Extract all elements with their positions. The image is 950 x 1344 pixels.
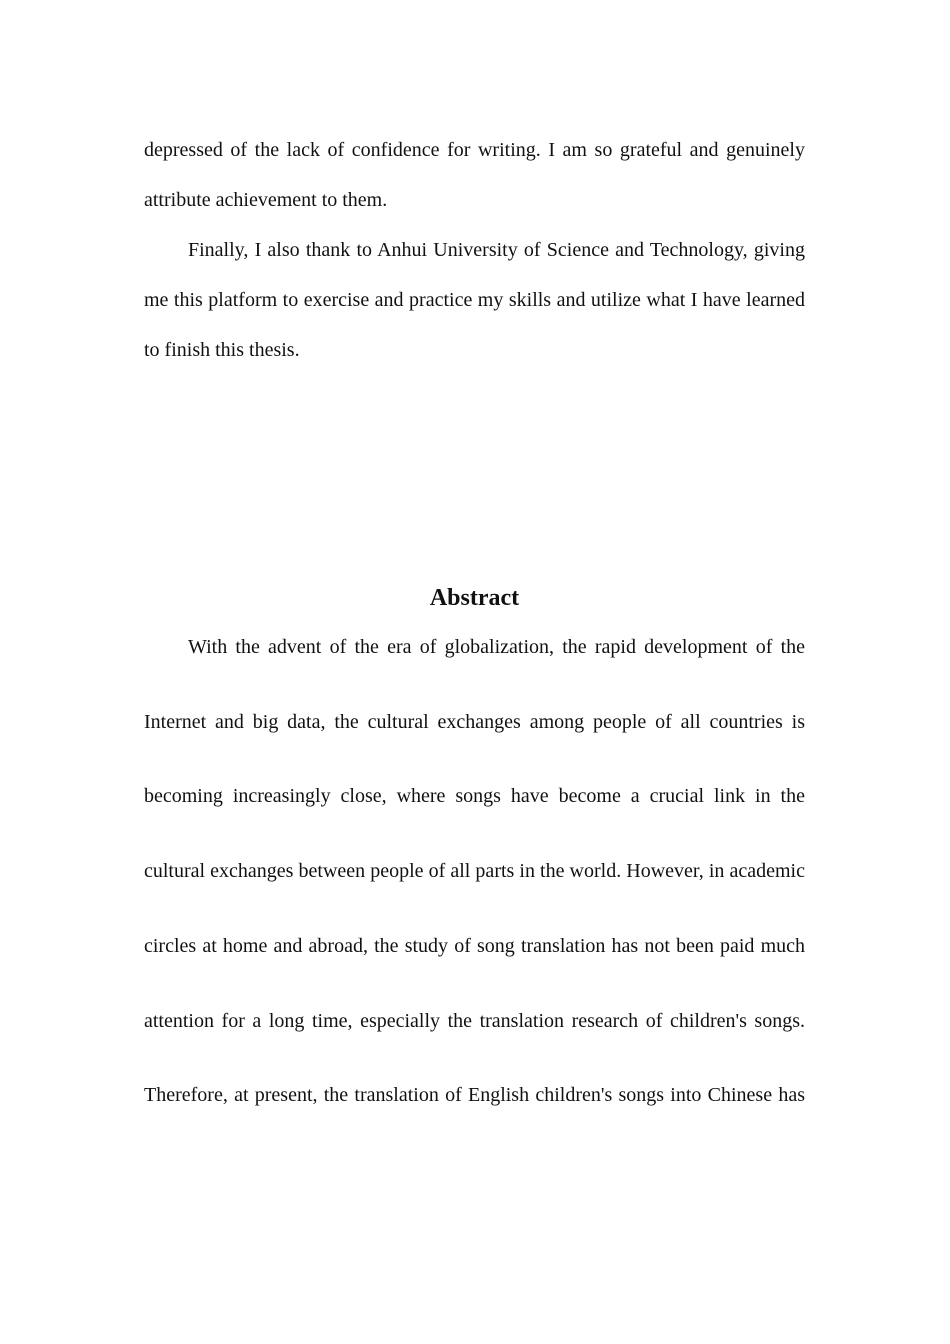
- abstract-paragraph: With the advent of the era of globalization, the rapid development of the Internet and big data, the cultural exchanges among people of all countries is becoming increasingly close, where songs have become a crucial link in the cultural exchanges between people of all parts in the world. However, in academic circles at home and abroad, the study of song translation has not been paid much attention for a long time, especially the translation research of children's songs. Therefore, at present, the translation of English children's songs into Chinese has: [144, 636, 805, 1107]
- acknowledgements-paragraph-continued: depressed of the lack of confidence for writing. I am so grateful and genuinely attribute achievement to them.: [144, 139, 805, 211]
- acknowledgements-section: [144, 125, 805, 375]
- acknowledgements-paragraph-final: Finally, I also thank to Anhui University of Science and Technology, giving me this platform to exercise and practice my skills and utilize what I have learned to finish this thesis.: [144, 239, 805, 361]
- abstract-heading: Abstract: [429, 585, 520, 611]
